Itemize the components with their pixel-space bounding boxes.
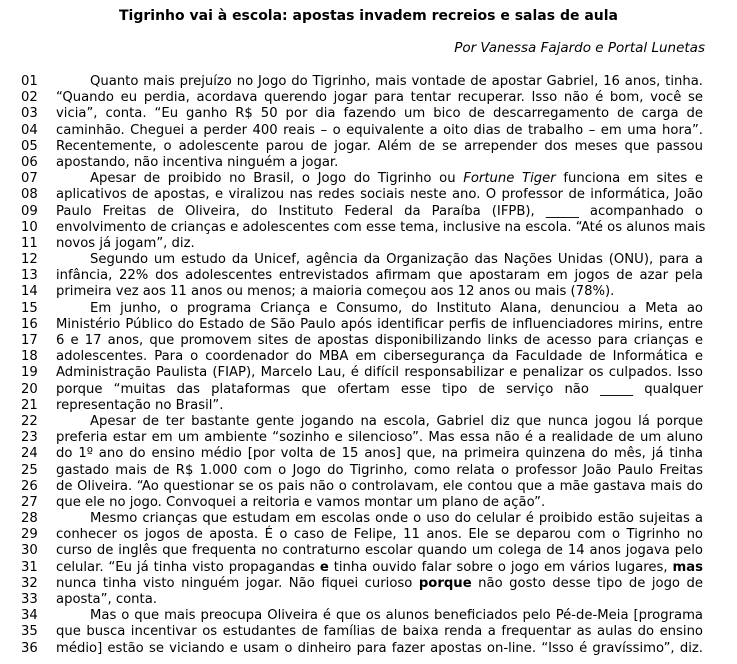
line-text: apostando, não incentiva ninguém a jogar. [56,154,339,170]
line-number: 11 [21,235,38,251]
text-line [0,543,737,559]
line-number: 32 [21,575,38,591]
line-text: Apesar de proibido no Brasil, o Jogo do Tigrinho ou Fortune Tiger funciona em sites e [90,171,703,187]
line-text: Administração Paulista (FIAP), Marcelo Lau, é difícil responsabilizar e penalizar os culpados. Isso [56,365,703,381]
line-text: representação no Brasil”. [56,397,224,413]
text-line [0,155,737,171]
text-line [0,527,737,543]
line-number: 10 [21,219,38,235]
line-number: 07 [21,171,38,187]
line-text: Apesar de ter bastante gente jogando na escola, Gabriel diz que nunca jogou lá porque [90,413,703,429]
text-line [0,301,737,317]
text-line [0,123,737,139]
text-line [0,317,737,333]
line-number: 28 [21,511,38,527]
text-line [0,398,737,414]
line-text: primeira vez aos 11 anos ou menos; a maioria começou aos 12 anos ou mais (78%). [56,284,615,300]
line-number: 01 [21,74,38,89]
article-title: Tigrinho vai à escola: apostas invadem recreios e salas de aula [119,8,618,24]
article-body [0,74,737,657]
text-line [0,382,737,398]
text-line [0,479,737,495]
line-text: conhecer os jogos de aposta. É o caso de Felipe, 11 anos. Ele se deparou com o Tigrinho no [56,527,703,543]
line-text: “Quando eu perdia, acordava querendo jogar para tentar recuperar. Isso não é bom, você se [56,90,703,106]
line-text: adolescentes. Para o coordenador do MBA em cibersegurança da Faculdade de Informática e [56,349,703,365]
text-line [0,106,737,122]
text-line [0,560,737,576]
text-line [0,511,737,527]
line-number: 17 [21,333,38,348]
text-line [0,349,737,365]
text-line [0,641,737,657]
line-number: 04 [21,122,38,138]
text-line [0,446,737,462]
line-number: 34 [21,608,38,624]
line-number: 06 [21,154,38,170]
line-text: aplicativos de apostas, e viralizou nas redes sociais neste ano. O professor de informática, João [56,187,703,203]
line-text: vicia”, conta. “Eu ganho R$ 50 por dia fazendo um bico de descarregamento de carga de [56,106,703,122]
line-text: envolvimento de crianças e adolescentes com esse tema, inclusive na escola. “Até os alunos mais [56,219,706,235]
line-text: caminhão. Cheguei a perder 400 reais – o equivalente a oito dias de trabalho – em uma hora”. [56,122,703,138]
line-text: preferia estar em um ambiente “sozinho e silencioso”. Mas essa não é a realidade de um aluno [56,430,703,446]
line-number: 16 [21,316,38,332]
line-number: 20 [21,381,38,397]
text-line [0,414,737,430]
text-line [0,268,737,284]
line-number: 15 [21,300,38,316]
text-line [0,463,737,479]
line-text: aposta”, conta. [56,592,157,607]
line-text: Em junho, o programa Criança e Consumo, do Instituto Alana, denunciou a Meta ao [90,300,703,316]
text-line [0,576,737,592]
line-number: 23 [21,430,38,446]
line-number: 13 [21,268,38,284]
text-line [0,284,737,300]
text-line [0,252,737,268]
line-number: 03 [21,106,38,122]
text-line [0,365,737,381]
line-text: novos já jogam”, diz. [56,235,195,251]
text-line [0,608,737,624]
line-text: porque “muitas das plataformas que ofertam esse tipo de serviço não _____ qualquer [56,381,703,397]
article-author: Por Vanessa Fajardo e Portal Lunetas [454,40,705,56]
line-number: 21 [21,397,38,413]
line-text: celular. “Eu já tinha visto propagandas e tinha ouvido falar sobre o jogo em vários lugares, mas [56,559,703,575]
text-line [0,220,737,236]
line-number: 08 [21,187,38,203]
line-text: médio] estão se viciando e usam o dinheiro para fazer apostas on-line. “Isso é gravíssimo”, diz. [56,640,703,656]
text-line [0,139,737,155]
line-number: 18 [21,349,38,365]
line-number: 14 [21,284,38,300]
text-line [0,204,737,220]
line-number: 22 [21,413,38,429]
line-number: 19 [21,365,38,381]
line-number: 12 [21,252,38,268]
line-text: curso de inglês que frequenta no contraturno escolar quando um colega de 14 anos jogava pelo [56,543,703,559]
line-text: Mesmo crianças que estudam em escolas onde o uso do celular é proibido estão sujeitas a [90,511,703,527]
line-text: nunca tinha visto ninguém jogar. Não fiquei curioso porque não gosto desse tipo de jogo de [56,575,703,591]
line-number: 36 [21,640,38,656]
line-text: de Oliveira. “Ao questionar se os pais não o controlavam, ele contou que a mãe gastava mais do [56,478,703,494]
text-line [0,90,737,106]
line-text: gastado mais de R$ 1.000 com o Jogo do Tigrinho, como relata o professor João Paulo Freitas [56,462,703,478]
line-number: 35 [21,624,38,640]
line-number: 25 [21,462,38,478]
text-line [0,624,737,640]
line-number: 29 [21,527,38,543]
line-text: Mas o que mais preocupa Oliveira é que os alunos beneficiados pelo Pé-de-Meia [programa [90,608,703,624]
line-text: Paulo Freitas de Oliveira, do Instituto Federal da Paraíba (IFPB), _____ acompanhado o [56,203,703,219]
line-text: Segundo um estudo da Unicef, agência da Organização das Nações Unidas (ONU), para a [90,252,703,268]
line-number: 27 [21,494,38,510]
line-number: 05 [21,138,38,154]
line-text: 6 e 17 anos, que promovem sites de apostas disponibilizando links de acesso para crianças e [56,333,703,348]
line-text: que busca incentivar os estudantes de famílias de baixa renda a frequentar as aulas do ensino [56,624,703,640]
line-text: do 1º ano do ensino médio [por volta de 15 anos] que, na primeira quinzena do mês, já tinha [56,446,703,462]
text-line [0,171,737,187]
line-number: 02 [21,90,38,106]
line-number: 26 [21,478,38,494]
text-line [0,333,737,349]
line-text: Recentemente, o adolescente parou de jogar. Além de se arrepender dos meses que passou [56,138,703,154]
line-number: 24 [21,446,38,462]
line-text: Quanto mais prejuízo no Jogo do Tigrinho, mais vontade de apostar Gabriel, 16 anos, tinha. [90,74,703,89]
line-number: 33 [21,592,38,607]
line-number: 31 [21,559,38,575]
line-text: Ministério Público do Estado de São Paulo após identificar perfis de influenciadores mirins, entre [56,316,703,332]
line-number: 09 [21,203,38,219]
line-text: que ele no jogo. Convoquei a reitoria e vamos montar um plano de ação”. [56,494,546,510]
text-line [0,236,737,252]
text-line [0,74,737,90]
line-number: 30 [21,543,38,559]
text-line [0,592,737,608]
text-line [0,495,737,511]
text-line [0,187,737,203]
line-text: infância, 22% dos adolescentes entrevistados afirmam que apostaram em jogos de azar pela [56,268,703,284]
text-line [0,430,737,446]
